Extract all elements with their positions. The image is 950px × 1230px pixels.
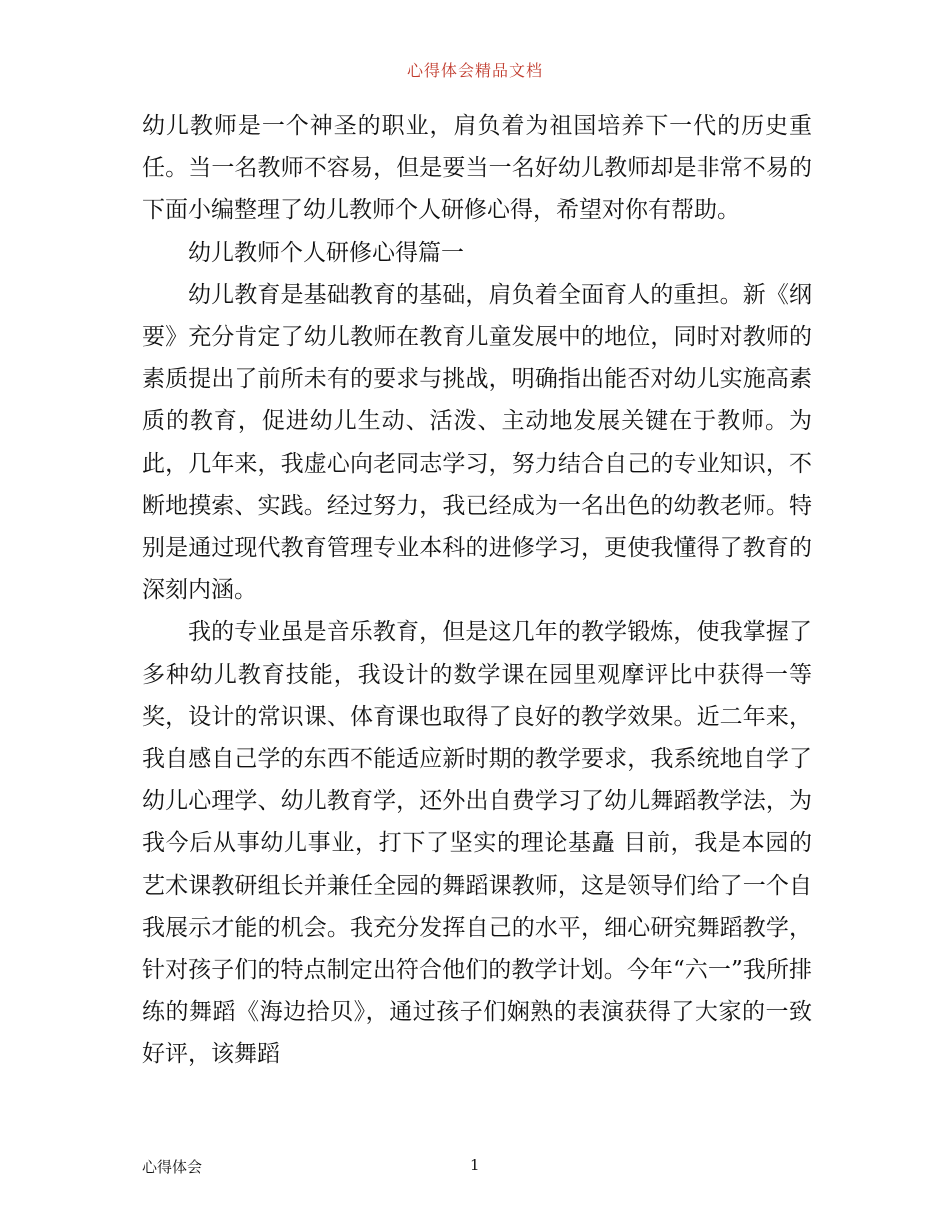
- page-number: 1: [470, 1156, 480, 1174]
- section-title: 幼儿教师个人研修心得篇一: [188, 239, 464, 266]
- intro-paragraph: 幼儿教师是一个神圣的职业，肩负着为祖国培养下一代的历史重任。当一名教师不容易，但是要当一名好幼儿教师却是非常不易的下面小编整理了幼儿教师个人研修心得，希望对你有帮助。: [142, 113, 812, 224]
- body-paragraph-2: 我的专业虽是音乐教育，但是这几年的教学锻炼，使我掌握了多种幼儿教育技能，我设计的数学课在园里观摩评比中获得一等奖，设计的常识课、体育课也取得了良好的教学效果。近二年来，我自感自己学的东西不能适应新时期的教学要求，我系统地自学了幼儿心理学、幼儿教育学，还外出自费学习了幼儿舞蹈教学法，为我今后从事幼儿事业，打下了坚实的理论基矗 目前，我是本园的艺术课教研组长并兼任全园的舞蹈课教师，这是领导们给了一个自我展示才能的机会。我充分发挥自己的水平，细心研究舞蹈教学，针对孩子们的特点制定出符合他们的教学计划。今年“六一”我所排练的舞蹈《海边拾贝》，通过孩子们娴熟的表演获得了大家的一致好评，该舞蹈: [142, 619, 812, 1068]
- body-paragraph-1: 幼儿教育是基础教育的基础，肩负着全面育人的重担。新《纲要》充分肯定了幼儿教师在教育儿童发展中的地位，同时对教师的素质提出了前所未有的要求与挑战，明确指出能否对幼儿实施高素质的教育，促进幼儿生动、活泼、主动地发展关键在于教师。为此，几年来，我虚心向老同志学习，努力结合自己的专业知识，不断地摸索、实践。经过努力，我已经成为一名出色的幼教老师。特别是通过现代教育管理专业本科的进修学习，更使我懂得了教育的深刻内涵。: [142, 281, 812, 604]
- page-header: 心得体会精品文档: [406, 61, 543, 80]
- document-body: [142, 105, 812, 1076]
- footer-label: 心得体会: [142, 1158, 203, 1176]
